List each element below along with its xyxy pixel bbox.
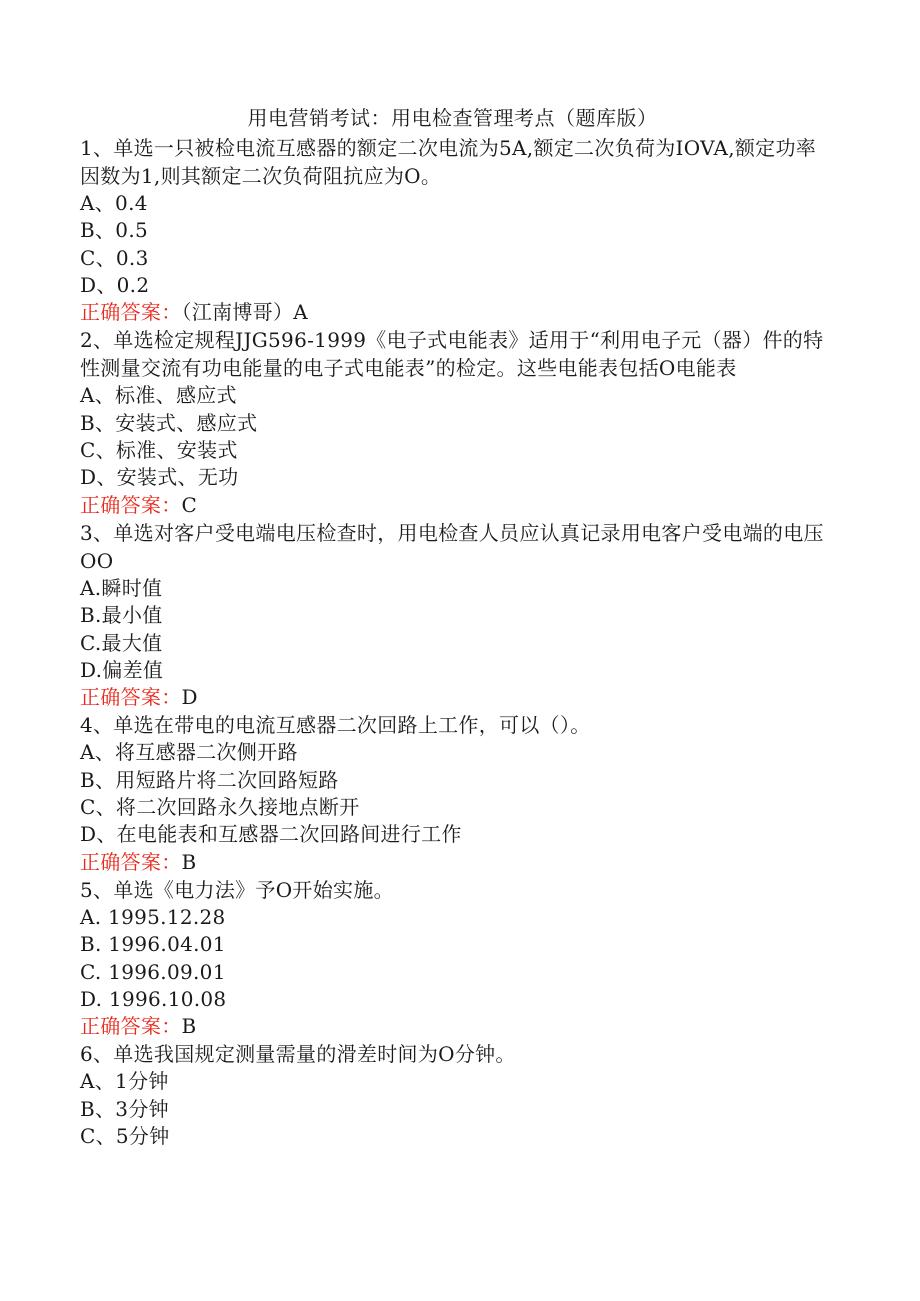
option-c: C、标准、安装式: [80, 438, 238, 463]
option-b: B.最小值: [80, 603, 163, 628]
answer-value: D: [181, 685, 198, 710]
question-5: [80, 876, 825, 1040]
answer-value: B: [181, 849, 197, 874]
option-a: A、将互感器二次侧开路: [80, 740, 298, 765]
option-a: A.瞬时值: [80, 575, 163, 600]
answer-label: 正确答案：: [80, 492, 182, 517]
answer-value: （江南博哥）A: [181, 300, 309, 325]
option-d: D. 1996.10.08: [80, 986, 227, 1011]
option-d: D、0.2: [80, 272, 150, 297]
question-4: [80, 711, 825, 875]
answer-line: [80, 299, 825, 326]
answer-label: 正确答案：: [80, 1014, 182, 1039]
option-d: D、在电能表和互感器二次回路间进行工作: [80, 822, 462, 847]
option-c: C. 1996.09.01: [80, 959, 226, 984]
answer-line: [80, 1013, 825, 1040]
option-a: A. 1995.12.28: [80, 904, 226, 929]
option-a: A、标准、感应式: [80, 383, 237, 408]
option-c: C.最大值: [80, 630, 163, 655]
question-1: [80, 134, 825, 326]
question-6: [80, 1040, 825, 1150]
option-b: B、0.5: [80, 218, 149, 243]
option-c: C、5分钟: [80, 1124, 170, 1149]
document-page: [80, 104, 825, 1150]
option-a: A、0.4: [80, 191, 148, 215]
option-b: B、用短路片将二次回路短路: [80, 767, 339, 792]
answer-value: B: [181, 1014, 197, 1039]
option-c: C、0.3: [80, 245, 149, 270]
question-stem: 4、单选在带电的电流互感器二次回路上工作，可以（）。: [80, 713, 591, 738]
question-stem: 3、单选对客户受电端电压检查时，用电检查人员应认真记录用电客户受电端的电压OO: [80, 520, 824, 573]
page-title: 用电营销考试：用电检查管理考点（题库版）: [247, 106, 658, 130]
question-stem: 2、单选检定规程JJG596-1999《电子式电能表》适用于“利用电子元（器）件的特性测量交流有功电能量的电子式电能表”的检定。这些电能表包括O电能表: [80, 328, 824, 381]
question-stem: 1、单选一只被检电流互感器的额定二次电流为5A,额定二次负荷为IOVA,额定功率因数为1,则其额定二次负荷阻抗应为O。: [80, 136, 817, 188]
option-b: B、3分钟: [80, 1096, 169, 1121]
answer-line: [80, 849, 825, 876]
option-c: C、将二次回路永久接地点断开: [80, 795, 360, 820]
question-stem: 5、单选《电力法》予O开始实施。: [80, 877, 394, 902]
option-b: B. 1996.04.01: [80, 932, 226, 957]
answer-label: 正确答案：: [80, 685, 182, 710]
option-d: D、安装式、无功: [80, 465, 239, 490]
option-b: B、安装式、感应式: [80, 410, 258, 435]
question-2: [80, 326, 825, 518]
option-d: D.偏差值: [80, 657, 164, 682]
answer-value: C: [181, 492, 198, 517]
answer-line: [80, 492, 825, 519]
question-3: [80, 519, 825, 711]
option-a: A、1分钟: [80, 1069, 169, 1094]
question-stem: 6、单选我国规定测量需量的滑差时间为O分钟。: [80, 1042, 516, 1067]
answer-line: [80, 684, 825, 711]
answer-label: 正确答案：: [80, 300, 182, 325]
answer-label: 正确答案：: [80, 849, 182, 874]
